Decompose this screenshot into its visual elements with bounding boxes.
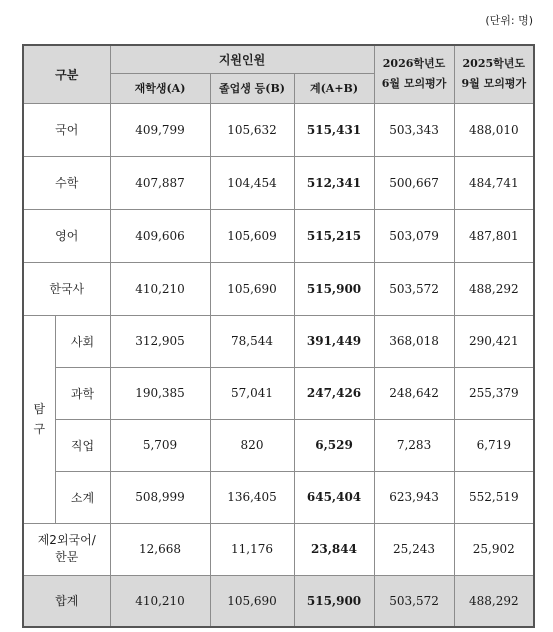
cell-a: 407,887 [110, 156, 210, 209]
cell-2025: 488,010 [454, 103, 534, 156]
cell-a: 5,709 [110, 419, 210, 471]
cell-b: 11,176 [210, 523, 294, 575]
header-col-a: 재학생(A) [110, 73, 210, 103]
row-label: 국어 [23, 103, 110, 156]
cell-2026: 368,018 [374, 315, 454, 367]
cell-2026: 623,943 [374, 471, 454, 523]
header-col-sum: 계(A+B) [294, 73, 374, 103]
header-2026-line2: 6월 모의평가 [381, 77, 447, 91]
cell-2025: 290,421 [454, 315, 534, 367]
cell-a: 409,799 [110, 103, 210, 156]
header-category: 구분 [23, 45, 110, 103]
header-2026 [374, 45, 454, 103]
second-lang-line2: 한문 [55, 550, 79, 564]
unit-label: (단위: 명) [485, 14, 533, 27]
cell-b: 105,690 [210, 575, 294, 627]
cell-2026: 500,667 [374, 156, 454, 209]
cell-a: 508,999 [110, 471, 210, 523]
cell-a: 410,210 [110, 262, 210, 315]
cell-2026: 7,283 [374, 419, 454, 471]
cell-b: 136,405 [210, 471, 294, 523]
table-row-second-language [23, 523, 534, 575]
cell-b: 78,544 [210, 315, 294, 367]
cell-2025: 487,801 [454, 209, 534, 262]
cell-2026: 248,642 [374, 367, 454, 419]
cell-sum: 515,900 [294, 575, 374, 627]
cell-2025: 6,719 [454, 419, 534, 471]
cell-2026: 25,243 [374, 523, 454, 575]
cell-a: 312,905 [110, 315, 210, 367]
table-row-subtotal [23, 471, 534, 523]
row-label: 직업 [55, 419, 110, 471]
cell-2026: 503,343 [374, 103, 454, 156]
cell-b: 820 [210, 419, 294, 471]
cell-2025: 488,292 [454, 575, 534, 627]
table-row-social [23, 315, 534, 367]
row-label: 수학 [23, 156, 110, 209]
cell-sum: 512,341 [294, 156, 374, 209]
header-2026-line1: 2026학년도 [382, 57, 446, 71]
cell-b: 104,454 [210, 156, 294, 209]
table-row-vocational [23, 419, 534, 471]
cell-sum: 515,215 [294, 209, 374, 262]
table-row-korean-history [23, 262, 534, 315]
cell-sum: 247,426 [294, 367, 374, 419]
cell-a: 410,210 [110, 575, 210, 627]
row-label: 한국사 [23, 262, 110, 315]
cell-2026: 503,572 [374, 262, 454, 315]
header-applicants: 지원인원 [110, 45, 374, 73]
cell-sum: 23,844 [294, 523, 374, 575]
applicants-table [22, 44, 535, 628]
cell-2025: 488,292 [454, 262, 534, 315]
cell-2026: 503,572 [374, 575, 454, 627]
second-lang-line1: 제2외국어/ [37, 533, 96, 547]
header-2025-line2: 9월 모의평가 [461, 77, 527, 91]
cell-b: 105,690 [210, 262, 294, 315]
cell-2025: 25,902 [454, 523, 534, 575]
table-row-science [23, 367, 534, 419]
row-label: 영어 [23, 209, 110, 262]
cell-sum: 515,431 [294, 103, 374, 156]
tamgu-label-line2: 구 [33, 422, 46, 436]
cell-2026: 503,079 [374, 209, 454, 262]
tamgu-label-line1: 탐 [33, 402, 46, 416]
cell-b: 105,632 [210, 103, 294, 156]
cell-a: 12,668 [110, 523, 210, 575]
row-label: 사회 [55, 315, 110, 367]
cell-b: 105,609 [210, 209, 294, 262]
cell-sum: 391,449 [294, 315, 374, 367]
cell-2025: 255,379 [454, 367, 534, 419]
row-label: 합계 [23, 575, 110, 627]
header-col-b: 졸업생 등(B) [210, 73, 294, 103]
cell-b: 57,041 [210, 367, 294, 419]
table-row-total [23, 575, 534, 627]
cell-a: 409,606 [110, 209, 210, 262]
cell-sum: 6,529 [294, 419, 374, 471]
row-label: 과학 [55, 367, 110, 419]
cell-2025: 484,741 [454, 156, 534, 209]
cell-sum: 515,900 [294, 262, 374, 315]
cell-sum: 645,404 [294, 471, 374, 523]
cell-2025: 552,519 [454, 471, 534, 523]
header-2025 [454, 45, 534, 103]
table-row-math [23, 156, 534, 209]
table-row-korean [23, 103, 534, 156]
row-label: 소계 [55, 471, 110, 523]
table-row-english [23, 209, 534, 262]
tamgu-label [23, 315, 55, 523]
header-2025-line1: 2025학년도 [462, 57, 526, 71]
row-label [23, 523, 110, 575]
cell-a: 190,385 [110, 367, 210, 419]
